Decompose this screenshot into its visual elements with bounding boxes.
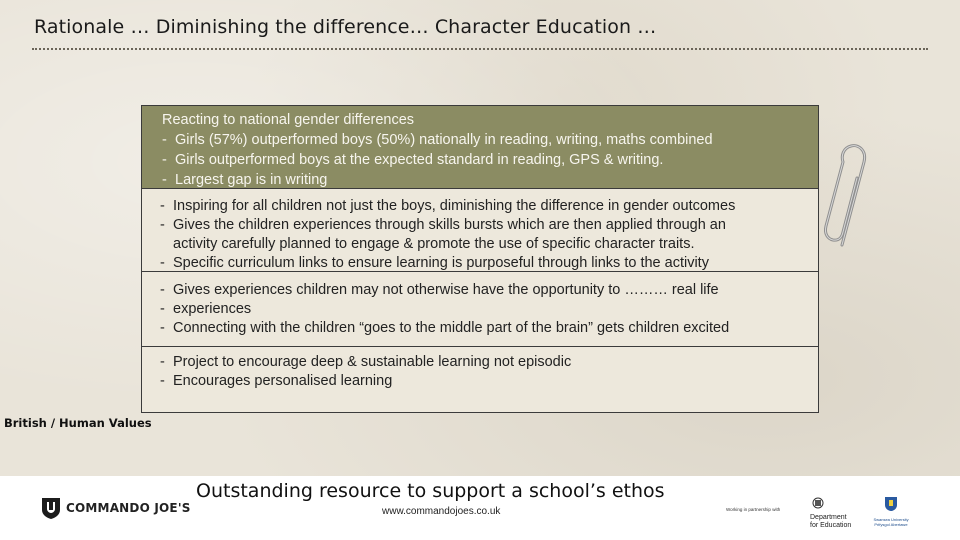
list-item: - Connecting with the children “goes to the middle part of the brain” gets children excited xyxy=(160,320,730,336)
uni-line2: Prifysgol Abertawe xyxy=(874,522,908,527)
partnership-label: Working in partnership with xyxy=(726,507,781,512)
university-crest-icon xyxy=(884,496,898,512)
list-item: - Girls outperformed boys at the expected standard in reading, GPS & writing. xyxy=(162,152,664,168)
section-deep-learning xyxy=(142,347,818,412)
dfe-logo xyxy=(810,496,858,529)
list-item: - Specific curriculum links to ensure learning is purposeful through links to the activity xyxy=(160,255,709,271)
list-item: - Girls (57%) outperformed boys (50%) nationally in reading, writing, maths combined xyxy=(162,132,713,148)
list-item: - experiences xyxy=(160,301,252,317)
list-item: - Gives the children experiences through skills bursts which are then applied through an xyxy=(160,217,726,233)
list-item: - Project to encourage deep & sustainable learning not episodic xyxy=(160,354,572,370)
logo-text: COMMANDO JOE'S xyxy=(66,501,191,515)
british-values-label: British / Human Values xyxy=(4,416,152,430)
website-link[interactable]: www.commandojoes.co.uk xyxy=(382,506,501,517)
list-item-continuation: activity carefully planned to engage & promote the use of specific character traits. xyxy=(173,236,695,252)
list-item: - Encourages personalised learning xyxy=(160,373,393,389)
dfe-line2: for Education xyxy=(810,522,852,529)
commando-shield-icon xyxy=(40,496,62,520)
title-divider xyxy=(32,48,928,50)
swansea-university-logo xyxy=(866,496,916,526)
tagline: Outstanding resource to support a school’s ethos xyxy=(196,480,665,502)
uni-line1: Swansea University xyxy=(873,517,909,522)
list-item: - Largest gap is in writing xyxy=(162,172,328,188)
section-gender-differences xyxy=(142,106,818,188)
paperclip-icon xyxy=(812,140,872,250)
crest-icon xyxy=(810,497,826,509)
dfe-line1: Department xyxy=(810,514,847,521)
commando-joes-logo xyxy=(40,496,191,520)
rationale-box xyxy=(141,105,819,413)
list-item: - Gives experiences children may not otherwise have the opportunity to ……… real life xyxy=(160,282,719,298)
section-inspiring xyxy=(142,188,818,272)
slide-title: Rationale … Diminishing the difference… Character Education … xyxy=(34,16,657,38)
footer-bar xyxy=(0,476,960,540)
section-heading: Reacting to national gender differences xyxy=(162,112,415,128)
list-item: - Inspiring for all children not just the boys, diminishing the difference in gender outcomes xyxy=(160,198,736,214)
section-experiences xyxy=(142,272,818,347)
